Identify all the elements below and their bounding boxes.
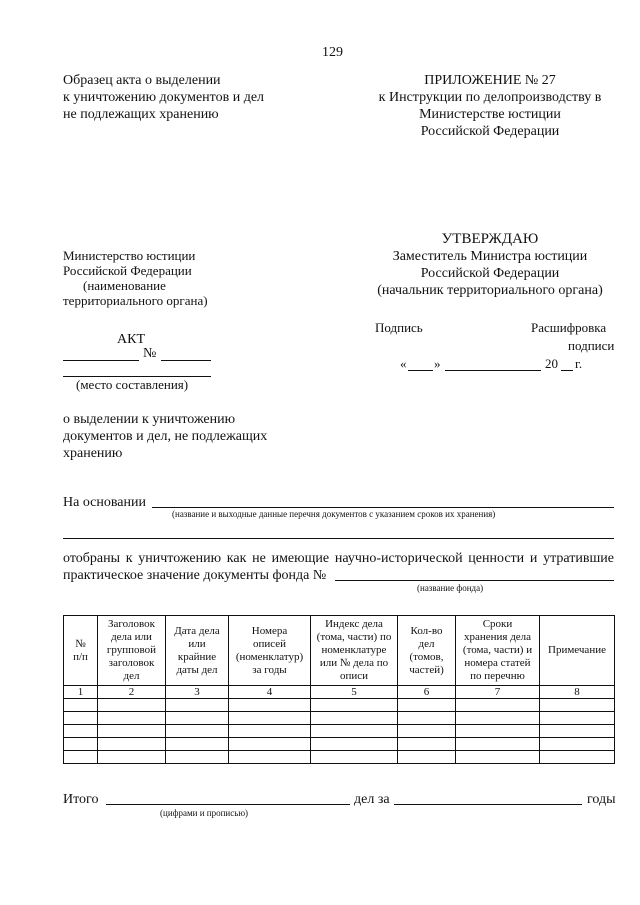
header-line: описей — [252, 637, 287, 650]
organization-line: территориального органа) — [63, 293, 208, 308]
header-note — [540, 616, 615, 686]
header-line: номера статей — [464, 657, 531, 669]
table-cell[interactable] — [540, 699, 615, 712]
header-line: дела или — [111, 631, 152, 643]
table-cell[interactable] — [166, 751, 229, 764]
sample-title — [63, 72, 264, 123]
organization-block — [63, 248, 208, 308]
basis-field-2[interactable] — [63, 538, 614, 539]
header-line: хранения дела — [463, 631, 532, 643]
selected-line-1: отобраны к уничтожению как не имеющие научно-исторической ценности и утратившие — [63, 551, 614, 566]
table-cell[interactable] — [64, 738, 98, 751]
table-cell[interactable] — [398, 738, 456, 751]
table-cell[interactable] — [64, 712, 98, 725]
column-number: 2 — [98, 686, 166, 699]
selected-line-2: практическое значение документы фонда № — [63, 568, 327, 583]
header-case-date — [166, 616, 229, 686]
table-cell[interactable] — [398, 751, 456, 764]
column-number: 5 — [311, 686, 398, 699]
sample-title-line: к уничтожению документов и дел — [63, 90, 265, 105]
column-number: 6 — [398, 686, 456, 699]
header-line: крайние — [177, 650, 217, 663]
total-cases-label: дел за — [354, 792, 390, 807]
header-inventory-numbers — [229, 616, 311, 686]
act-subject-line: документов и дел, не подлежащих — [63, 429, 268, 444]
header-line: Номера — [251, 624, 288, 637]
table-cell[interactable] — [311, 751, 398, 764]
total-years-field[interactable] — [394, 804, 582, 805]
table-cell[interactable] — [456, 699, 540, 712]
table-cell[interactable] — [229, 751, 311, 764]
table-cell[interactable] — [229, 738, 311, 751]
header-line: описи — [339, 670, 369, 682]
approval-block — [360, 231, 620, 299]
appendix-line: к Инструкции по делопроизводству в — [378, 90, 602, 105]
table-cell[interactable] — [166, 725, 229, 738]
act-subject-line: хранению — [63, 446, 123, 461]
organization-line: Министерство юстиции — [63, 248, 196, 263]
table-row — [64, 751, 615, 764]
table-row — [64, 699, 615, 712]
table-cell[interactable] — [311, 738, 398, 751]
table-cell[interactable] — [456, 725, 540, 738]
date-close-quote: » — [434, 356, 441, 371]
header-line: Кол-во — [410, 624, 443, 637]
header-line: (номенклатур) — [235, 650, 304, 663]
table-cell[interactable] — [540, 751, 615, 764]
table-cell[interactable] — [98, 699, 166, 712]
signature-label: Подпись — [375, 320, 423, 335]
header-number — [64, 616, 98, 686]
basis-hint: (название и выходные данные перечня документов с указанием сроков их хранения) — [172, 509, 496, 519]
table-cell[interactable] — [456, 712, 540, 725]
column-number: 1 — [64, 686, 98, 699]
act-date-field[interactable] — [63, 360, 139, 361]
page-number: 129 — [322, 45, 343, 60]
table-cell[interactable] — [229, 712, 311, 725]
header-case-index — [311, 616, 398, 686]
organization-line: (наименование — [83, 278, 166, 293]
documents-table — [63, 615, 615, 764]
sample-title-line: не подлежащих хранению — [63, 107, 219, 122]
table-cell[interactable] — [64, 699, 98, 712]
header-line: частей) — [409, 663, 444, 676]
act-number-sign: № — [143, 346, 157, 361]
date-year-field[interactable] — [561, 370, 573, 371]
date-month-field[interactable] — [445, 370, 541, 371]
header-line: номенклатуре — [321, 644, 387, 656]
header-line: Заголовок — [108, 618, 155, 630]
table-cell[interactable] — [166, 738, 229, 751]
year-prefix: 20 — [545, 356, 558, 371]
header-line: или — [188, 637, 206, 650]
table-cell[interactable] — [64, 751, 98, 764]
table-cell[interactable] — [398, 712, 456, 725]
total-label: Итого — [63, 792, 99, 807]
header-line: п/п — [73, 650, 88, 663]
approval-heading: УТВЕРЖДАЮ — [441, 231, 539, 247]
act-place-label: (место составления) — [76, 377, 189, 392]
column-numbers-row — [64, 686, 615, 699]
header-line: (томов, — [409, 650, 444, 663]
column-number: 8 — [540, 686, 615, 699]
header-storage-terms — [456, 616, 540, 686]
approval-line: Заместитель Министра юстиции — [392, 249, 588, 264]
table-cell[interactable] — [229, 699, 311, 712]
header-line: или № дела по — [319, 657, 389, 669]
header-line: (тома, части) по — [316, 631, 392, 643]
table-cell[interactable] — [456, 751, 540, 764]
table-cell[interactable] — [540, 712, 615, 725]
total-count-field[interactable] — [106, 804, 350, 805]
header-line: Индекс дела — [325, 618, 383, 630]
header-line: дел — [418, 637, 435, 650]
basis-field[interactable] — [152, 507, 614, 508]
header-line: групповой — [106, 644, 157, 656]
approval-line: (начальник территориального органа) — [377, 283, 603, 298]
header-line: дел — [123, 670, 140, 682]
table-row — [64, 725, 615, 738]
table-cell[interactable] — [98, 712, 166, 725]
table-row — [64, 738, 615, 751]
table-cell[interactable] — [456, 738, 540, 751]
column-number: 4 — [229, 686, 311, 699]
column-number: 7 — [456, 686, 540, 699]
header-line: по перечню — [470, 670, 525, 682]
table-cell[interactable] — [98, 751, 166, 764]
fund-hint: (название фонда) — [417, 583, 484, 593]
table-cell[interactable] — [311, 699, 398, 712]
date-day-field[interactable] — [408, 370, 433, 371]
fund-number-field[interactable] — [335, 580, 614, 581]
table-row — [64, 712, 615, 725]
table-cell[interactable] — [166, 699, 229, 712]
header-line: Примечание — [548, 644, 606, 656]
organization-line: Российской Федерации — [63, 263, 192, 278]
act-subject-line: о выделении к уничтожению — [63, 412, 236, 427]
date-open-quote: « — [400, 356, 407, 371]
total-hint: (цифрами и прописью) — [160, 808, 249, 818]
appendix-line: Российской Федерации — [420, 124, 560, 139]
year-suffix: г. — [575, 356, 583, 371]
table-cell[interactable] — [311, 725, 398, 738]
table-cell[interactable] — [98, 738, 166, 751]
sample-title-line: Образец акта о выделении — [63, 73, 221, 88]
table-cell[interactable] — [540, 725, 615, 738]
table-cell[interactable] — [540, 738, 615, 751]
table-cell[interactable] — [166, 712, 229, 725]
decoding-label: Расшифровка — [531, 320, 607, 335]
decoding-label-2: подписи — [568, 338, 615, 353]
appendix-title: ПРИЛОЖЕНИЕ № 27 — [424, 73, 556, 88]
column-number: 3 — [166, 686, 229, 699]
header-line: Дата дела — [174, 624, 220, 637]
header-case-count — [398, 616, 456, 686]
header-case-title — [98, 616, 166, 686]
header-line: (тома, части) и — [462, 644, 533, 656]
act-number-field[interactable] — [161, 360, 211, 361]
act-title: АКТ — [117, 332, 145, 347]
header-line: № — [75, 637, 86, 650]
basis-label: На основании — [63, 495, 146, 510]
header-line: Сроки — [482, 618, 513, 630]
appendix-block — [360, 72, 620, 140]
total-years-label: годы — [587, 792, 616, 807]
table-cell[interactable] — [311, 712, 398, 725]
approval-line: Российской Федерации — [420, 266, 560, 281]
act-subject — [63, 411, 267, 462]
table-cell[interactable] — [98, 725, 166, 738]
header-line: даты дел — [176, 663, 218, 676]
table-cell[interactable] — [64, 725, 98, 738]
table-header-row — [64, 616, 615, 686]
table-cell[interactable] — [398, 699, 456, 712]
header-line: заголовок — [108, 657, 155, 669]
table-cell[interactable] — [229, 725, 311, 738]
appendix-line: Министерстве юстиции — [419, 107, 561, 122]
header-line: за годы — [252, 663, 287, 676]
table-cell[interactable] — [398, 725, 456, 738]
